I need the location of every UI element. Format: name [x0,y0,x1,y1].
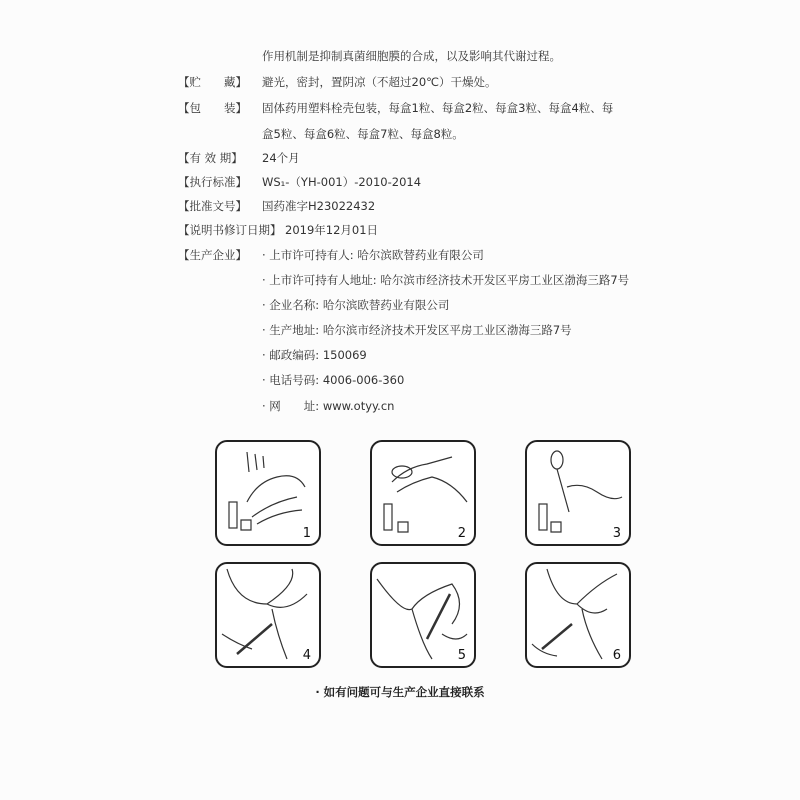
maker-item: · 上市许可持有人地址: 哈尔滨市经济技术开发区平房工业区渤海三路7号 [262,273,630,287]
step-illustration-open-pack [370,440,476,546]
approval-text: 国药准字H23022432 [262,199,376,213]
maker-item: · 生产地址: 哈尔滨市经济技术开发区平房工业区渤海三路7号 [262,323,572,337]
maker-label: 【生产企业】 [178,248,247,262]
standard-text: WS₁-（YH-001）-2010-2014 [262,175,422,189]
standard-label: 【执行标准】 [178,175,247,189]
package-label: 【包 装】 [178,101,247,115]
package-text-2: 盒5粒、每盒6粒、每盒7粒、每盒8粒。 [262,127,464,141]
storage-label: 【贮 藏】 [178,75,247,89]
storage-text: 避光，密封，置阴凉（不超过20℃）干燥处。 [262,75,497,89]
revision-label: 【说明书修订日期】 [178,223,282,237]
revision-text: 2019年12月01日 [285,223,379,237]
maker-item: · 企业名称: 哈尔滨欧替药业有限公司 [262,298,450,312]
validity-label: 【有 效 期】 [178,151,243,165]
step-number: 2 [457,526,466,541]
maker-item: · 网 址: www.otyy.cn [262,399,395,413]
step-number: 1 [302,526,311,541]
step-number: 5 [457,648,466,663]
validity-text: 24个月 [262,151,300,165]
mechanism-text: 作用机制是抑制真菌细胞膜的合成，以及影响其代谢过程。 [262,49,561,63]
step-illustration-push [370,562,476,668]
maker-item: · 电话号码: 4006-006-360 [262,373,405,387]
maker-item: · 上市许可持有人: 哈尔滨欧替药业有限公司 [262,248,484,262]
package-text-1: 固体药用塑料栓壳包装，每盒1粒、每盒2粒、每盒3粒、每盒4粒、每 [262,101,614,115]
step-number: 4 [302,648,311,663]
approval-label: 【批准文号】 [178,199,247,213]
step-illustration-insert [215,562,321,668]
contact-note: · 如有问题可与生产企业直接联系 [315,685,485,699]
step-illustration-load-applicator [525,440,631,546]
step-illustration-wash-hands [215,440,321,546]
step-number: 3 [612,526,621,541]
step-number: 6 [612,648,621,663]
step-illustration-withdraw [525,562,631,668]
maker-item: · 邮政编码: 150069 [262,348,367,362]
